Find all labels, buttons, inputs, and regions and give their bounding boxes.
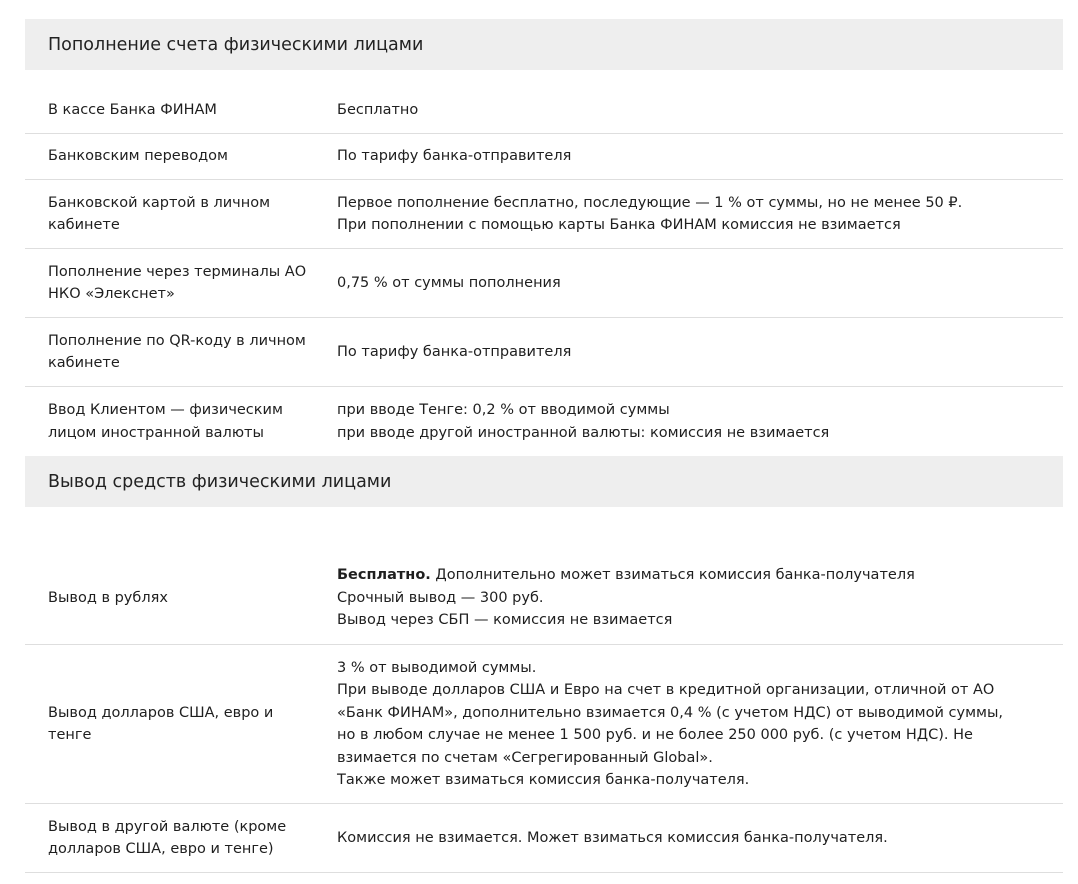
row-label: Пополнение по QR-коду в личном кабинете <box>48 332 306 371</box>
withdraw-section-title: Вывод средств физическими лицами <box>25 456 1063 507</box>
row-label: В кассе Банка ФИНАМ <box>48 102 217 119</box>
table-row <box>25 180 1063 249</box>
free-label: Бесплатно. <box>337 567 431 584</box>
row-value: По тарифу банка-отправителя <box>337 148 572 165</box>
row-label: Вывод в рублях <box>48 589 168 606</box>
row-value: Бесплатно. Дополнительно может взиматься комиссия банка-получателя Срочный вывод — 300 руб. Вывод через СБП — комиссия не взимается <box>337 567 915 629</box>
table-row <box>25 804 1063 873</box>
table-row <box>25 387 1063 456</box>
row-value: при вводе Тенге: 0,2 % от вводимой суммы при вводе другой иностранной валюты: комиссия не взимается <box>337 402 830 441</box>
row-value: По тарифу банка-отправителя <box>337 343 572 360</box>
deposit-section-title: Пополнение счета физическими лицами <box>25 19 1063 70</box>
table-row <box>25 134 1063 180</box>
row-label: Вывод долларов США, евро и тенге <box>48 704 274 743</box>
tariff-table <box>25 19 1063 873</box>
table-row <box>25 645 1063 804</box>
row-value: Бесплатно <box>337 102 419 119</box>
row-value: Первое пополнение бесплатно, последующие — 1 % от суммы, но не менее 50 ₽. При пополнении с помощью карты Банка ФИНАМ комиссия не взимается <box>337 194 963 233</box>
row-value: Комиссия не взимается. Может взиматься комиссия банка-получателя. <box>337 829 888 846</box>
row-label: Ввод Клиентом — физическим лицом иностранной валюты <box>48 402 283 441</box>
row-value: 3 % от выводимой суммы. При выводе долларов США и Евро на счет в кредитной организации, отличной от АО «Банк ФИНАМ», дополнительно взимается 0,4 % (с учетом НДС) от выводимой суммы, но в любом случае не менее 1 500 руб. и не более 250 000 руб. (с учетом НДС). Не взимается по счетам «Сегрегированный Global». Также может взиматься комиссия банка-получателя. <box>337 659 1004 788</box>
row-value: 0,75 % от суммы пополнения <box>337 274 561 291</box>
row-label: Пополнение через терминалы АО НКО «Элекснет» <box>48 263 307 302</box>
row-label: Банковской картой в личном кабинете <box>48 194 271 233</box>
row-label: Банковским переводом <box>48 148 228 165</box>
table-row <box>25 249 1063 318</box>
table-row <box>25 318 1063 387</box>
table-row <box>25 552 1063 645</box>
table-row <box>25 88 1063 134</box>
row-label: Вывод в другой валюте (кроме долларов США, евро и тенге) <box>48 818 287 857</box>
